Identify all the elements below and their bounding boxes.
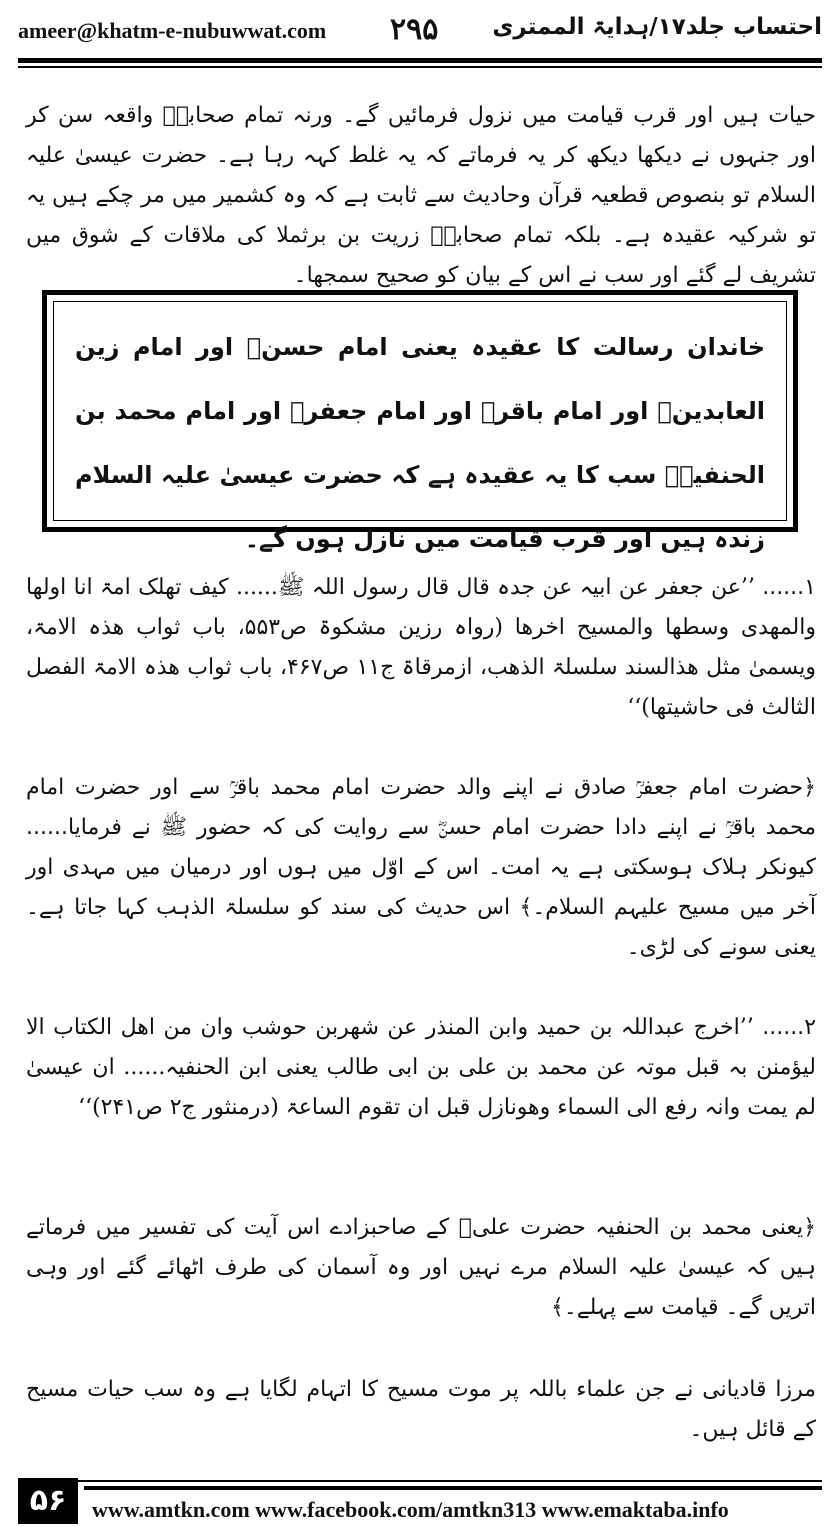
hadith-1-arabic-text [26, 568, 816, 728]
hadith-2-urdu-text: ﴿یعنی محمد بن الحنفیہ حضرت علیؓ کے صاحبزادے اس آیت کی تفسیر میں فرماتے ہیں کہ عیسیٰ علیہ السلام مرے نہیں اور وہ آسمان کی طرف اٹھائے گئے اور وہی اتریں گے۔ قیامت سے پہلے۔﴾ [26, 1215, 816, 1320]
highlight-box [42, 290, 798, 553]
header-book-title: احتساب جلد۱۷/ہدایۃ الممتری [492, 14, 822, 40]
hadith-1-urdu [26, 746, 816, 990]
highlight-box-text: خاندان رسالت کا عقیدہ یعنی امام حسنؓ اور امام زین العابدینؒ اور امام باقرؒ اور امام جعفرؒ اور امام محمد بن الحنفیہؒ سب کا یہ عقیدہ ہے کہ حضرت عیسیٰ علیہ السلام زندہ ہیں اور قرب قیامت میں نازل ہوں گے۔ [75, 333, 765, 553]
hadith-2-arabic [26, 986, 816, 1150]
header-page-number: ۲۹۵ [390, 12, 439, 47]
paragraph-intro-text: حیات ہیں اور قرب قیامت میں نزول فرمائیں گے۔ ورنہ تمام صحابہؓ واقعہ سن کر اور جنہوں نے دیکھا دیکھ کر یہ فرماتے کہ یہ غلط کہہ رہا ہے۔ حضرت عیسیٰ علیہ السلام تو بنصوص قطعیہ قرآن وحادیث سے ثابت ہے کہ وہ کشمیر میں مر چکے ہیں یہ تو شرکیہ عقیدہ ہے۔ بلکہ تمام صحابہؓ زریت بن برثملا کی ملاقات کے شوق میں تشریف لے گئے اور سب نے اس کے بیان کو صحیح سمجھا۔ [26, 103, 816, 288]
hadith-1-arabic-1: ’’عن جعفر عن ابیہ عن جدہ قال قال رسول اللہ ﷺ...... کیف تھلک امۃ انا اولھا والمھدی وسطھا والمسیح اخرھا [26, 575, 816, 640]
hadith-2-arabic-2: (درمنثور ج۲ ص۲۴۱)‘‘ [78, 1095, 279, 1120]
hadith-1-number: ۱...... [762, 575, 816, 600]
hadith-2-urdu [26, 1186, 816, 1350]
hadith-1-arabic [26, 546, 816, 750]
hadith-1-urdu-text: ﴿حضرت امام جعفرؒ صادق نے اپنے والد حضرت امام محمد باقرؒ سے اور حضرت امام محمد باقرؒ نے اپنے دادا حضرت امام حسنؓ سے روایت کی کہ حضور ﷺ نے فرمایا...... کیونکر ہلاک ہوسکتی ہے یہ امت۔ اس کے اوّل میں ہوں اور درمیان میں مہدی اور آخر میں مسیح علیہم السلام۔﴾ اس حدیث کی سند کو سلسلۃ الذہب کہا جاتا ہے۔ یعنی سونے کی لڑی۔ [26, 775, 816, 960]
header-rule-thin [18, 66, 822, 68]
footer-rule-thick [84, 1486, 822, 1490]
paragraph-intro [26, 74, 816, 318]
page-header [18, 12, 822, 52]
closing-paragraph-text: مرزا قادیانی نے جن علماء باللہ پر موت مسیح کا اتہام لگایا ہے وہ سب حیات مسیح کے قائل ہیں۔ [26, 1377, 816, 1442]
hadith-2-arabic-text [26, 1008, 816, 1128]
hadith-1-arabic-2: (رواہ رزین مشکوۃ ص۵۵۳، باب ثواب ھذہ الامۃ، ویسمیٰ مثل ھذالسند سلسلۃ الذھب، ازمرقاۃ ج۱۱ ص۴۶۷، باب ثواب ھذہ الامۃ الفصل الثالث فی حاشیتھا)‘‘ [26, 615, 817, 720]
closing-paragraph [26, 1348, 816, 1472]
footer-page-badge: ۵۶ [18, 1478, 78, 1524]
footer-rule-thin [18, 1480, 822, 1482]
footer-links: www.amtkn.com www.facebook.com/amtkn313 www.emaktaba.info [92, 1497, 729, 1522]
header-email: ameer@khatm-e-nubuwwat.com [18, 18, 327, 43]
hadith-2-number: ۲...... [762, 1015, 817, 1040]
hadith-2-arabic-1: ’’اخرج عبداللہ بن حمید وابن المنذر عن شھربن حوشب وان من اھل الکتاب الا لیؤمنن بہ قبل موتہ عن محمد بن علی بن ابی طالب یعنی ابن الحنفیہ...... ان عیسیٰ لم یمت وانہ رفع الی السماء وھونازل قبل ان تقوم الساعۃ [26, 1015, 816, 1120]
header-rule-thick [18, 58, 822, 63]
